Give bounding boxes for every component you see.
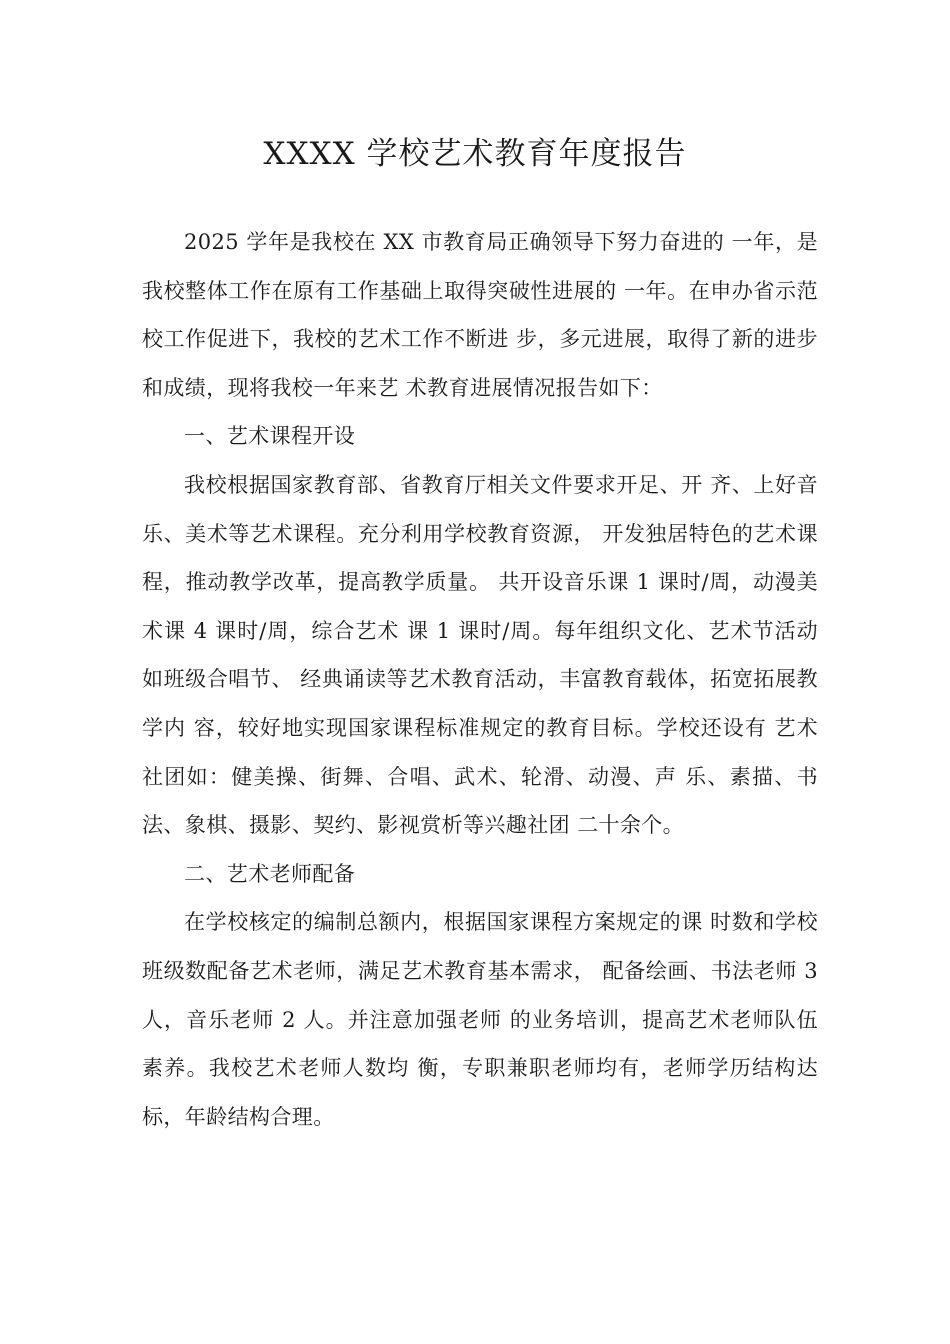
section-heading-courses: 一、艺术课程开设	[184, 424, 356, 449]
document-body	[142, 218, 818, 1141]
document-title: XXXX 学校艺术教育年度报告	[263, 136, 687, 172]
section-heading-teachers: 二、艺术老师配备	[184, 861, 356, 886]
teachers-paragraph: 在学校核定的编制总额内，根据国家课程方案规定的课 时数和学校班级数配备艺术老师，满足艺术教育基本需求， 配备绘画、书法老师 3 人，音乐老师 2 人。并注意加强老师 的业务培训，提高艺术老师队伍素养。我校艺术老师人数均 衡，专职兼职老师均有，老师学历结构达标，年龄结构合理。	[142, 910, 818, 1129]
courses-paragraph: 我校根据国家教育部、省教育厅相关文件要求开足、开 齐、上好音乐、美术等艺术课程。充分利用学校教育资源， 开发独居特色的艺术课程，推动教学改革，提高教学质量。 共开设音乐课 1 课时/周，动漫美术课 4 课时/周，综合艺术 课 1 课时/周。每年组织文化、艺术节活动如班级合唱节、 经典诵读等艺术教育活动，丰富教育载体，拓宽拓展教学内 容，较好地实现国家课程标准规定的教育目标。学校还设有 艺术社团如：健美操、街舞、合唱、武术、轮滑、动漫、声 乐、素描、书法、象棋、摄影、契约、影视赏析等兴趣社团 二十余个。	[142, 472, 818, 838]
intro-paragraph: 2025 学年是我校在 XX 市教育局正确领导下努力奋进的 一年，是我校整体工作在原有工作基础上取得突破性进展的 一年。在申办省示范校工作促进下，我校的艺术工作不断进 步，多元进展，取得了新的进步和成绩，现将我校一年来艺 术教育进展情况报告如下：	[142, 230, 818, 400]
